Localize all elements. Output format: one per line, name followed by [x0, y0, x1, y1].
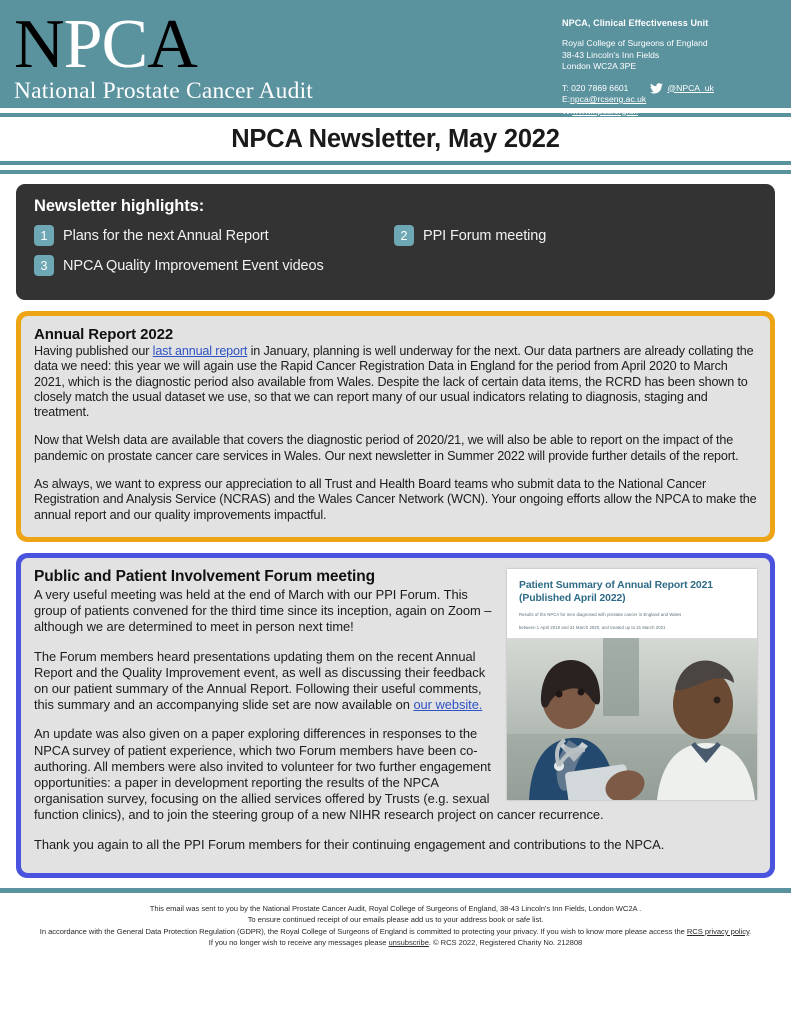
thumbnail-title-line-1: Patient Summary of Annual Report 2021	[519, 579, 713, 591]
patient-summary-thumbnail[interactable]	[507, 569, 757, 800]
unsubscribe-link[interactable]: unsubscribe	[388, 938, 429, 948]
address-line-3: London WC2A 3PE	[562, 61, 637, 71]
thumbnail-title-line-2: (Published April 2022)	[519, 592, 626, 604]
page-title: NPCA Newsletter, May 2022	[231, 124, 560, 153]
page-header	[0, 0, 791, 116]
footer-line-3	[20, 926, 771, 938]
highlight-badge-2: 2	[394, 225, 414, 246]
ppi-paragraph-4: Thank you again to all the PPI Forum members for their continuing engagement and contributions to the NPCA.	[34, 836, 665, 852]
ar-p1-pre: Having published our	[34, 344, 153, 358]
web-label: W:	[562, 105, 573, 116]
annual-report-card-inner	[21, 316, 770, 537]
footer-line-1: This email was sent to you by the National Prostate Cancer Audit, Royal College of Surgeons of England, 38-43 Lincoln's Inn Fields, London WC2A .	[149, 903, 642, 913]
logo-letter-a: A	[147, 6, 197, 83]
logo-wordmark	[14, 6, 344, 83]
address-line-1: Royal College of Surgeons of England	[562, 38, 708, 48]
ppi-paragraph-1: A very useful meeting was held at the end of March with our PPI Forum. This group of patients convened for the third time since its inception, again on Zoom – although we are determined to meet in person next time!	[34, 586, 492, 635]
npca-logo	[14, 8, 344, 108]
highlight-item-1[interactable]	[34, 225, 394, 246]
logo-letter-p: P	[63, 6, 102, 83]
annual-report-paragraph-2: Now that Welsh data are available that covers the diagnostic period of 2020/21, we will also be able to report on the impact of the pandemic on prostate cancer care services in Wales. Our next newsletter in Summer 2022 will provide further details of the report.	[34, 433, 739, 463]
footer-line-2: To ensure continued receipt of our emails please add us to your address book or safe list.	[247, 915, 544, 925]
highlights-heading: Newsletter highlights:	[34, 197, 205, 215]
newsletter-highlights-box	[16, 184, 775, 300]
ppi-paragraph-2	[34, 649, 531, 714]
footer-line-4	[20, 937, 771, 949]
contact-web-row	[562, 106, 777, 118]
highlight-item-2[interactable]	[394, 225, 754, 246]
contact-email-row	[562, 94, 777, 106]
highlight-badge-1: 1	[34, 225, 54, 246]
privacy-policy-link[interactable]: RCS privacy policy	[686, 926, 750, 936]
contact-phone-row	[562, 83, 777, 95]
logo-subtitle: National Prostate Cancer Audit	[14, 78, 314, 104]
address-line-2: 38-43 Lincoln's Inn Fields	[562, 49, 660, 60]
contact-address	[562, 38, 777, 73]
page-footer	[0, 893, 791, 957]
newsletter-title-bar	[0, 117, 791, 161]
annual-report-paragraph-3: As always, we want to express our appreciation to all Trust and Health Board teams who submit data to the National Cancer Registration and Analysis Service (NCRAS) and the Wales Cancer Network (WCN). Your ongoing efforts allow the NPCA to make the annual report and our quality improvements impactful.	[34, 477, 757, 522]
logo-letter-c: C	[101, 6, 148, 83]
highlight-badge-3: 3	[34, 255, 54, 276]
ppi-p2-pre: The Forum members heard presentations updating them on the recent Annual Report and the Quality Improvement event, as well as discussing their feedback on our patient summary of the Annual Report. Following their useful comments, this summary and an accompanying slide set are now available on	[34, 648, 486, 713]
footer-l3-pre: In accordance with the General Data Protection Regulation (GDPR), the Royal College of Surgeons of England is committed to protecting your privacy. If you wish to know more please access the	[39, 926, 687, 936]
title-rule-under	[0, 170, 791, 174]
newsletter-body	[0, 184, 791, 878]
header-contact-block	[562, 8, 777, 116]
ppi-forum-heading: Public and Patient Involvement Forum meeting	[34, 567, 375, 585]
highlight-label-3: NPCA Quality Improvement Event videos	[63, 257, 324, 274]
thumbnail-photo	[507, 638, 757, 800]
contact-unit-name: NPCA, Clinical Effectiveness Unit	[562, 18, 709, 28]
twitter-link-wrap[interactable]	[650, 83, 713, 95]
contact-phone: T: 020 7869 6601	[562, 82, 629, 93]
ppi-forum-card-inner	[21, 558, 770, 873]
ar-p1-post: in January, planning is well underway for the next. Our data partners are already collating the data we need: this year we will again use the Rapid Cancer Registration Data in England for the period from April 2020 to March 2021, which is the diagnostic period also available from Wales. Despite the lack of certain data items, the RCRD has been shown to closely match the usual dataset we use, so that we can report many of our usual indicators relating to diagnosis, staging and treatment.	[34, 344, 754, 420]
twitter-icon	[650, 83, 663, 94]
email-label: E:	[562, 94, 571, 104]
annual-report-card	[16, 311, 775, 542]
twitter-handle-link[interactable]: @NPCA_uk	[667, 82, 714, 93]
thumbnail-blurb-line-1: Results of the NPCA for men diagnosed with prostate cancer in England and Wales	[519, 611, 682, 617]
footer-l4-post: . © RCS 2022, Registered Charity No. 212808	[428, 938, 583, 948]
our-website-link[interactable]: our website.	[413, 697, 483, 713]
website-link[interactable]: www.npca.org.uk	[572, 105, 638, 116]
highlight-label-1: Plans for the next Annual Report	[63, 227, 269, 244]
ppi-forum-card	[16, 553, 775, 878]
annual-report-paragraph-1	[34, 344, 757, 420]
annual-report-heading: Annual Report 2022	[34, 326, 174, 343]
contact-links	[562, 83, 777, 118]
thumbnail-header	[507, 569, 757, 638]
ppi-paragraph-3: An update was also given on a paper exploring differences in responses to the NPCA survey of patient experience, which two Forum members have been co-authoring. All members were also invited to volunteer for two further engagement opportunities: a paper in development reporting the results of the NPCA organisation survey, focusing on the allied services offered by Trusts (e.g. sexual function clinics), and to join the steering group of a new NIHR research project on cancer recurrence.	[34, 726, 604, 823]
highlight-label-2: PPI Forum meeting	[423, 227, 547, 244]
email-link[interactable]: npca@rcseng.ac.uk	[570, 94, 647, 104]
highlight-item-3[interactable]	[34, 255, 757, 276]
footer-l3-post: .	[749, 926, 752, 936]
highlights-list	[34, 225, 757, 285]
logo-letter-n: N	[14, 6, 64, 83]
footer-l4-pre: If you no longer wish to receive any messages please	[208, 938, 389, 948]
last-annual-report-link[interactable]: last annual report	[152, 344, 248, 358]
thumbnail-blurb-line-2: between 1 April 2019 and 31 March 2020, and treated up to 31 March 2021	[519, 624, 666, 630]
